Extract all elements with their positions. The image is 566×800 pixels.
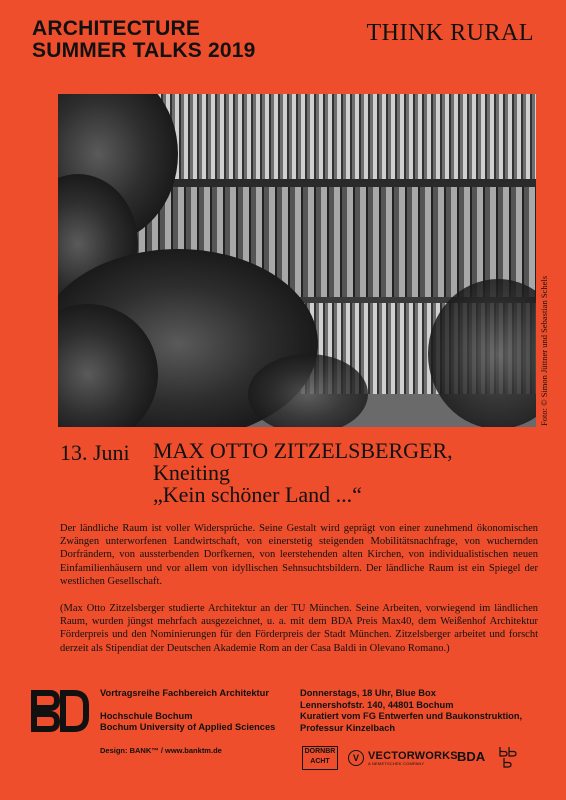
speaker-name: MAX OTTO ZITZELSBERGER,	[153, 438, 453, 463]
schedule: Donnerstags, 18 Uhr, Blue Box	[300, 688, 436, 698]
dornbracht-logo: DORNBRACHT	[302, 746, 338, 770]
v-logo: V	[348, 750, 364, 766]
bda-logo: BDA	[457, 749, 486, 764]
speaker-block	[153, 440, 453, 506]
footer-details	[300, 688, 522, 734]
address: Lennershofstr. 140, 44801 Bochum	[300, 699, 454, 710]
bdb-logo	[498, 746, 518, 768]
building-photo	[58, 94, 536, 427]
vectorworks-tagline: A NEMETSCHEK COMPANY	[368, 761, 425, 766]
footer	[30, 688, 540, 788]
school-name-de: Hochschule Bochum	[100, 710, 193, 721]
event-date: 13. Juni	[60, 440, 130, 465]
vectorworks-logo	[368, 750, 458, 766]
lecture-series: Vortragsreihe Fachbereich Architektur	[100, 688, 269, 698]
bio-paragraph: (Max Otto Zitzelsberger studierte Architektur an der TU München. Seine Arbeiten, vorwiegend im ländlichen Raum, wurden jüngst mehrfach ausgezeichnet, u. a. mit dem BDA Preis Max40, dem Weißenhof Architektur Förderpreis und den Nominierungen für den Förderpreis der Stadt München. Zitzelsberger arbeitet und forscht derzeit als Stipendiat der Deutschen Akademie Rom an der Casa Baldi in Olevano Romano.)	[60, 603, 538, 654]
photo-credit: Foto: © Simon Jüttner und Sebastian Schels	[539, 275, 549, 426]
intro-paragraph: Der ländliche Raum ist voller Widersprüche. Seine Gestalt wird geprägt von einer zunehmend ökonomischen Zwängen unterworfenen Landwirtschaft, von einerstetig steigenden Mobilitätsnachfrage, von wuchernden Dorfrändern, von aussterbenden Dorfkernen, von leerstehenden alten Kirchen, von individualistischen neuen Einfamilienhäusern und vor allem von idyllischen Sehnsuchtsbildern. Der ländliche Raum ist ein Spiegel der westlichen Gesellschaft.	[60, 523, 538, 587]
curated-by: Kuratiert vom FG Entwerfen und Baukonstruktion,	[300, 711, 523, 721]
footer-institution	[100, 688, 275, 734]
theme-title: THINK RURAL	[366, 20, 534, 46]
design-credit: Design: BANK™ / www.banktm.de	[100, 746, 222, 755]
school-name-en: Bochum University of Applied Sciences	[100, 722, 276, 732]
hochschule-bochum-logo	[30, 690, 90, 732]
vectorworks-name: VECTORWORKS	[368, 750, 458, 762]
talk-title: „Kein schöner Land ...“	[153, 482, 362, 507]
professor: Professur Kinzelbach	[300, 722, 396, 733]
series-title: ARCHITECTURE SUMMER TALKS 2019	[32, 17, 256, 62]
speaker-location: Kneiting	[153, 460, 230, 485]
